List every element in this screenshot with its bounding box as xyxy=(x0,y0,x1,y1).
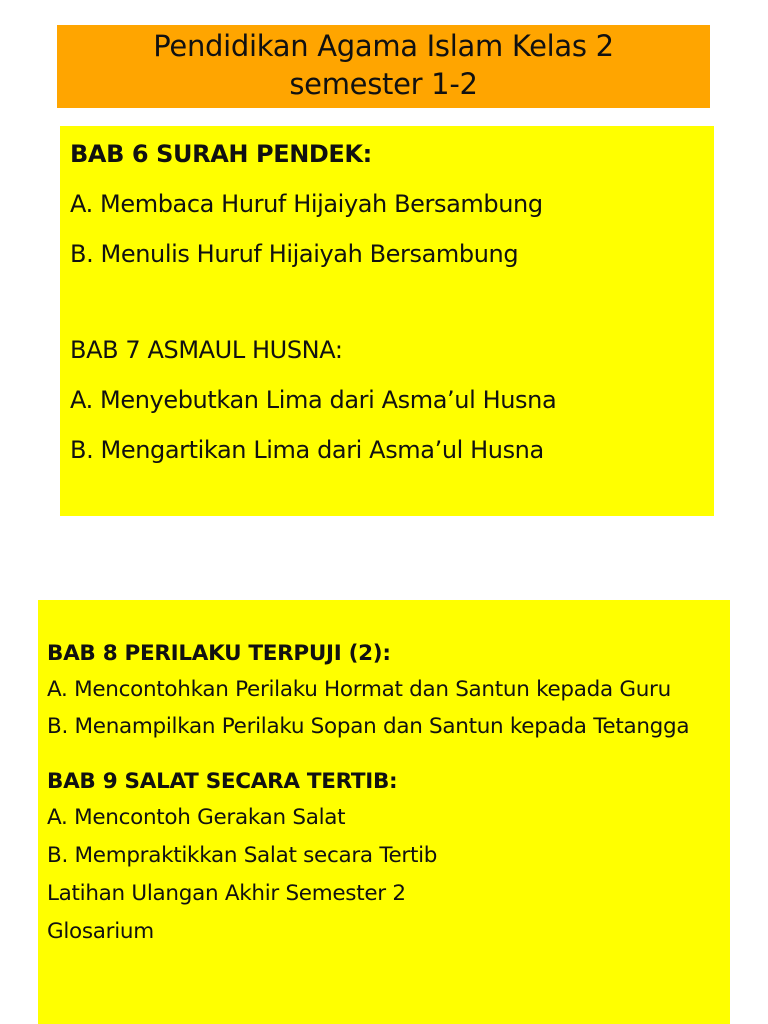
title-line-2: semester 1-2 xyxy=(289,67,478,101)
chapter-box-8-9 xyxy=(38,600,730,1024)
glosarium-item: Glosarium xyxy=(47,919,154,944)
spacer xyxy=(70,286,714,332)
bab7-item-a: A. Menyebutkan Lima dari Asma’ul Husna xyxy=(70,386,557,414)
bab9-item-a: A. Mencontoh Gerakan Salat xyxy=(47,805,346,830)
bab9-item-b: B. Mempraktikkan Salat secara Tertib xyxy=(47,843,438,868)
bab9-heading: BAB 9 SALAT SECARA TERTIB: xyxy=(47,769,398,794)
bab8-heading: BAB 8 PERILAKU TERPUJI (2): xyxy=(47,641,391,666)
bab7-item-b: B. Mengartikan Lima dari Asma’ul Husna xyxy=(70,436,544,464)
title-line-1: Pendidikan Agama Islam Kelas 2 xyxy=(153,29,614,63)
latihan-item: Latihan Ulangan Akhir Semester 2 xyxy=(47,881,406,906)
bab8-item-b: B. Menampilkan Perilaku Sopan dan Santun kepada Tetangga xyxy=(47,714,690,739)
bab6-item-b: B. Menulis Huruf Hijaiyah Bersambung xyxy=(70,240,519,268)
bab7-heading: BAB 7 ASMAUL HUSNA: xyxy=(70,336,343,364)
title-banner xyxy=(57,25,710,108)
bab6-heading: BAB 6 SURAH PENDEK: xyxy=(70,140,372,168)
chapter-box-6-7 xyxy=(60,126,714,516)
bab6-item-a: A. Membaca Huruf Hijaiyah Bersambung xyxy=(70,190,543,218)
bab8-item-a: A. Mencontohkan Perilaku Hormat dan Santun kepada Guru xyxy=(47,677,671,702)
